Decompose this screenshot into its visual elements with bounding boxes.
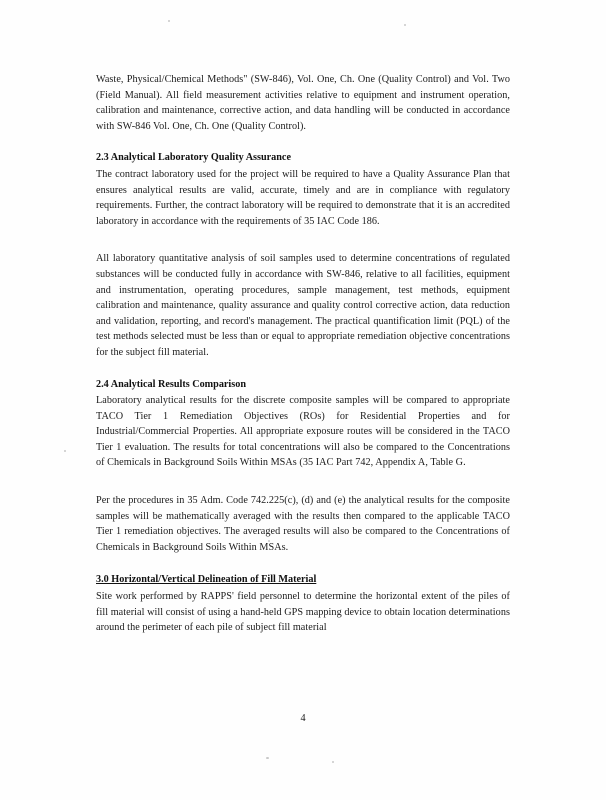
paragraph-delineation: Site work performed by RAPPS' field personnel to determine the horizontal extent of the piles of fill material will consist of using a hand-held GPS mapping device to obtain location determinations around the perimeter of each pile of subject fill material (96, 591, 510, 634)
scan-speck (168, 20, 170, 22)
page-number: 4 (300, 713, 306, 724)
paragraph-results-comparison: Laboratory analytical results for the discrete composite samples will be compared to appropriate TACO Tier 1 Remediation Objectives (ROs) for Residential Properties and for Industrial/Commercial Properties. All appropriate exposure routes will be considered in the TACO Tier 1 evaluation. The results for total concentrations will also be compared to the Concentrations of Chemicals in Background Soils Within MSAs (35 IAC Part 742, Appendix A, Table G. (96, 395, 510, 469)
scan-speck (266, 757, 269, 759)
document-body (96, 72, 510, 650)
section-heading-3-0: 3.0 Horizontal/Vertical Delineation of Fill Material (96, 574, 317, 586)
scan-speck (332, 761, 334, 763)
paragraph-lab-qa: The contract laboratory used for the project will be required to have a Quality Assurance Plan that ensures analytical results are valid, accurate, timely and are in compliance with regulatory requirements. Further, the contract laboratory will be required to demonstrate that it is an accredited laboratory in accordance with the requirements of 35 IAC Code 186. (96, 168, 510, 227)
scan-speck (64, 450, 66, 452)
paragraph-lab-analysis: All laboratory quantitative analysis of soil samples used to determine concentrations of regulated substances will be conducted fully in accordance with SW-846, relative to all facilities, equipment and instrumentation, operating procedures, sample management, test methods, equipment calibration and maintenance, quality assurance and quality control corrective action, data reduction and validation, reporting, and record's management. The practical quantification limit (PQL) of the test methods selected must be less than or equal to appropriate remediation objective concentrations for the subject fill material. (96, 253, 510, 358)
section-heading-2-4: 2.4 Analytical Results Comparison (96, 378, 246, 390)
paragraph-averaging-procedures: Per the procedures in 35 Adm. Code 742.225(c), (d) and (e) the analytical results for the composite samples will be mathematically averaged with the results then compared to the applicable TACO Tier 1 remediation objectives. The averaged results will also be compared to the Concentrations of Chemicals in Background Soils Within MSAs. (96, 495, 510, 553)
paragraph-spacer (96, 485, 510, 493)
scan-speck (404, 24, 406, 26)
paragraph-continuation: Waste, Physical/Chemical Methods" (SW-846), Vol. One, Ch. One (Quality Control) and Vol. Two (Field Manual). All field measurement activities relative to equipment and instrument operation, calibration and maintenance, corrective action, and data handling will be conducted in accordance with SW-846 Vol. One, Ch. One (Quality Control). (96, 74, 510, 132)
section-heading-2-3: 2.3 Analytical Laboratory Quality Assurance (96, 152, 291, 164)
paragraph-spacer (96, 243, 510, 251)
